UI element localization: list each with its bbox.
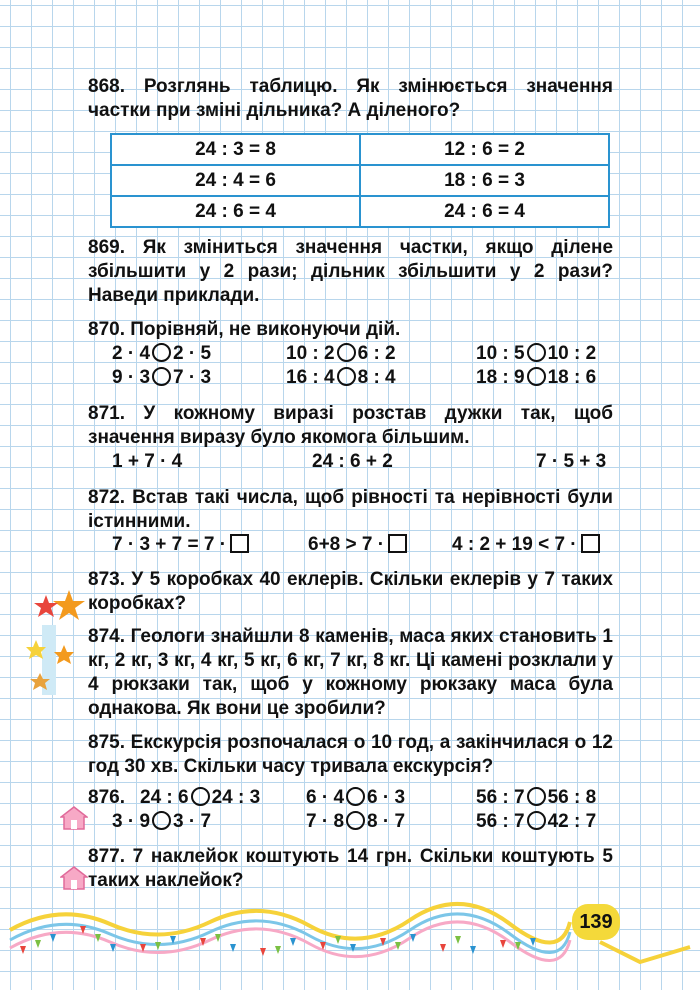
star-decoration [24, 585, 94, 705]
house-icon [60, 866, 88, 890]
expression-left: 56 : 7 [476, 811, 525, 832]
task-874 [88, 625, 613, 721]
task-number: 868. [88, 76, 125, 97]
compare-circle[interactable] [152, 367, 171, 386]
compare-circle[interactable] [152, 343, 171, 362]
comparison-row [140, 787, 260, 809]
expression-left: 2 · 4 [112, 343, 151, 364]
task-number: 874. [88, 626, 125, 647]
task-text: У кожному виразі розстав дужки так, щоб значення виразу було якомога більшим. [88, 403, 613, 448]
expression-right: 24 : 3 [211, 787, 261, 808]
task-text: 7 наклейок коштують 14 грн. Скільки коштують 5 таких наклейок? [88, 846, 613, 891]
compare-circle[interactable] [527, 343, 546, 362]
expression-right: 18 : 6 [547, 367, 597, 388]
compare-circle[interactable] [527, 787, 546, 806]
table-cell: 24 : 6 = 4 [111, 196, 360, 227]
task-869 [88, 236, 613, 308]
expression-right: 56 : 8 [547, 787, 597, 808]
task-877 [88, 845, 613, 893]
expression-left: 10 : 2 [286, 343, 335, 364]
compare-circle[interactable] [346, 787, 365, 806]
expression-right: 10 : 2 [547, 343, 597, 364]
expression-right: 8 : 4 [357, 367, 396, 388]
comparison-row [286, 343, 396, 365]
expression-right: 42 : 7 [547, 811, 597, 832]
table-row [111, 196, 609, 227]
task-text: У 5 коробках 40 еклерів. Скільки еклерів у 7 таких коробках? [88, 569, 613, 614]
comparison-row [112, 811, 211, 833]
table-row [111, 165, 609, 196]
task-text: Як зміниться значення частки, якщо ділене збільшити у 2 рази; дільник збільшити у 2 рази? Наведи приклади. [88, 237, 614, 306]
compare-circle[interactable] [527, 811, 546, 830]
task-text: Розглянь таблицю. Як змінюється значення частки при зміні дільника? А діленого? [88, 76, 613, 121]
table-row [111, 134, 609, 165]
page-number: 139 [572, 904, 620, 940]
expression-left: 56 : 7 [476, 787, 525, 808]
task-number: 876. [88, 787, 125, 808]
table-cell: 18 : 6 = 3 [360, 165, 609, 196]
answer-box[interactable] [230, 534, 249, 553]
task-868 [88, 75, 613, 123]
house-icon [60, 806, 88, 830]
comparison-row [476, 367, 596, 389]
compare-circle[interactable] [527, 367, 546, 386]
task-text: Геологи знайшли 8 каменів, маса яких становить 1 кг, 2 кг, 3 кг, 4 кг, 5 кг, 6 кг, 7 кг, 8 кг. Ці камені розклали у 4 рюкзаки так, щоб у кожному рюкзаку маса була однакова. Як вони це зробили? [88, 626, 613, 719]
task-number: 869. [88, 237, 125, 258]
expression-right: 2 · 5 [173, 343, 212, 364]
equation [452, 534, 600, 556]
task-875 [88, 731, 613, 779]
task-871 [88, 402, 613, 450]
task-text: Екскурсія розпочалася о 10 год, а закінчилася о 12 год 30 хв. Скільки часу тривала екскурсія? [88, 732, 613, 777]
comparison-row [476, 787, 596, 809]
expression-right: 6 · 3 [367, 787, 406, 808]
expression-right: 8 · 7 [367, 811, 406, 832]
task-text: Порівняй, не виконуючи дій. [130, 319, 401, 340]
expression-right: 7 · 3 [173, 367, 212, 388]
expression-right: 3 · 7 [173, 811, 212, 832]
comparison-row [112, 367, 211, 389]
task-873 [88, 568, 613, 616]
expression-left: 24 : 6 [140, 787, 189, 808]
table-cell: 24 : 6 = 4 [360, 196, 609, 227]
equation [112, 534, 249, 556]
compare-circle[interactable] [337, 367, 356, 386]
compare-circle[interactable] [191, 787, 210, 806]
compare-circle[interactable] [152, 811, 171, 830]
table-cell: 24 : 4 = 6 [111, 165, 360, 196]
expression: 7 · 5 + 3 [536, 451, 607, 472]
equation [308, 534, 407, 556]
equation-text: 6+8 > 7 · [308, 534, 385, 555]
comparison-row [476, 811, 596, 833]
task-number: 870. [88, 319, 125, 340]
equation-text: 4 : 2 + 19 < 7 · [452, 534, 577, 555]
expression-left: 9 · 3 [112, 367, 151, 388]
expression-left: 18 : 9 [476, 367, 525, 388]
expression-left: 6 · 4 [306, 787, 345, 808]
comparison-row [306, 811, 405, 833]
table-cell: 12 : 6 = 2 [360, 134, 609, 165]
compare-circle[interactable] [346, 811, 365, 830]
comparison-row [306, 787, 405, 809]
task-872 [88, 486, 613, 534]
quotient-table [110, 133, 610, 228]
task-text: Встав такі числа, щоб рівності та нерівності були істинними. [88, 487, 613, 532]
comparison-row [286, 367, 396, 389]
table-cell: 24 : 3 = 8 [111, 134, 360, 165]
task-number: 877. [88, 846, 125, 867]
task-number: 873. [88, 569, 125, 590]
expression-left: 7 · 8 [306, 811, 345, 832]
task-number: 872. [88, 487, 125, 508]
task-number: 875. [88, 732, 125, 753]
equation-text: 7 · 3 + 7 = 7 · [112, 534, 227, 555]
compare-circle[interactable] [337, 343, 356, 362]
expression: 1 + 7 · 4 [112, 451, 183, 472]
task-870 [88, 318, 613, 342]
comparison-row [476, 343, 596, 365]
expression-right: 6 : 2 [357, 343, 396, 364]
answer-box[interactable] [581, 534, 600, 553]
task-number: 871. [88, 403, 125, 424]
comparison-row [112, 343, 211, 365]
expression-left: 10 : 5 [476, 343, 525, 364]
expression: 24 : 6 + 2 [312, 451, 393, 472]
expression-left: 16 : 4 [286, 367, 335, 388]
answer-box[interactable] [388, 534, 407, 553]
expression-left: 3 · 9 [112, 811, 151, 832]
